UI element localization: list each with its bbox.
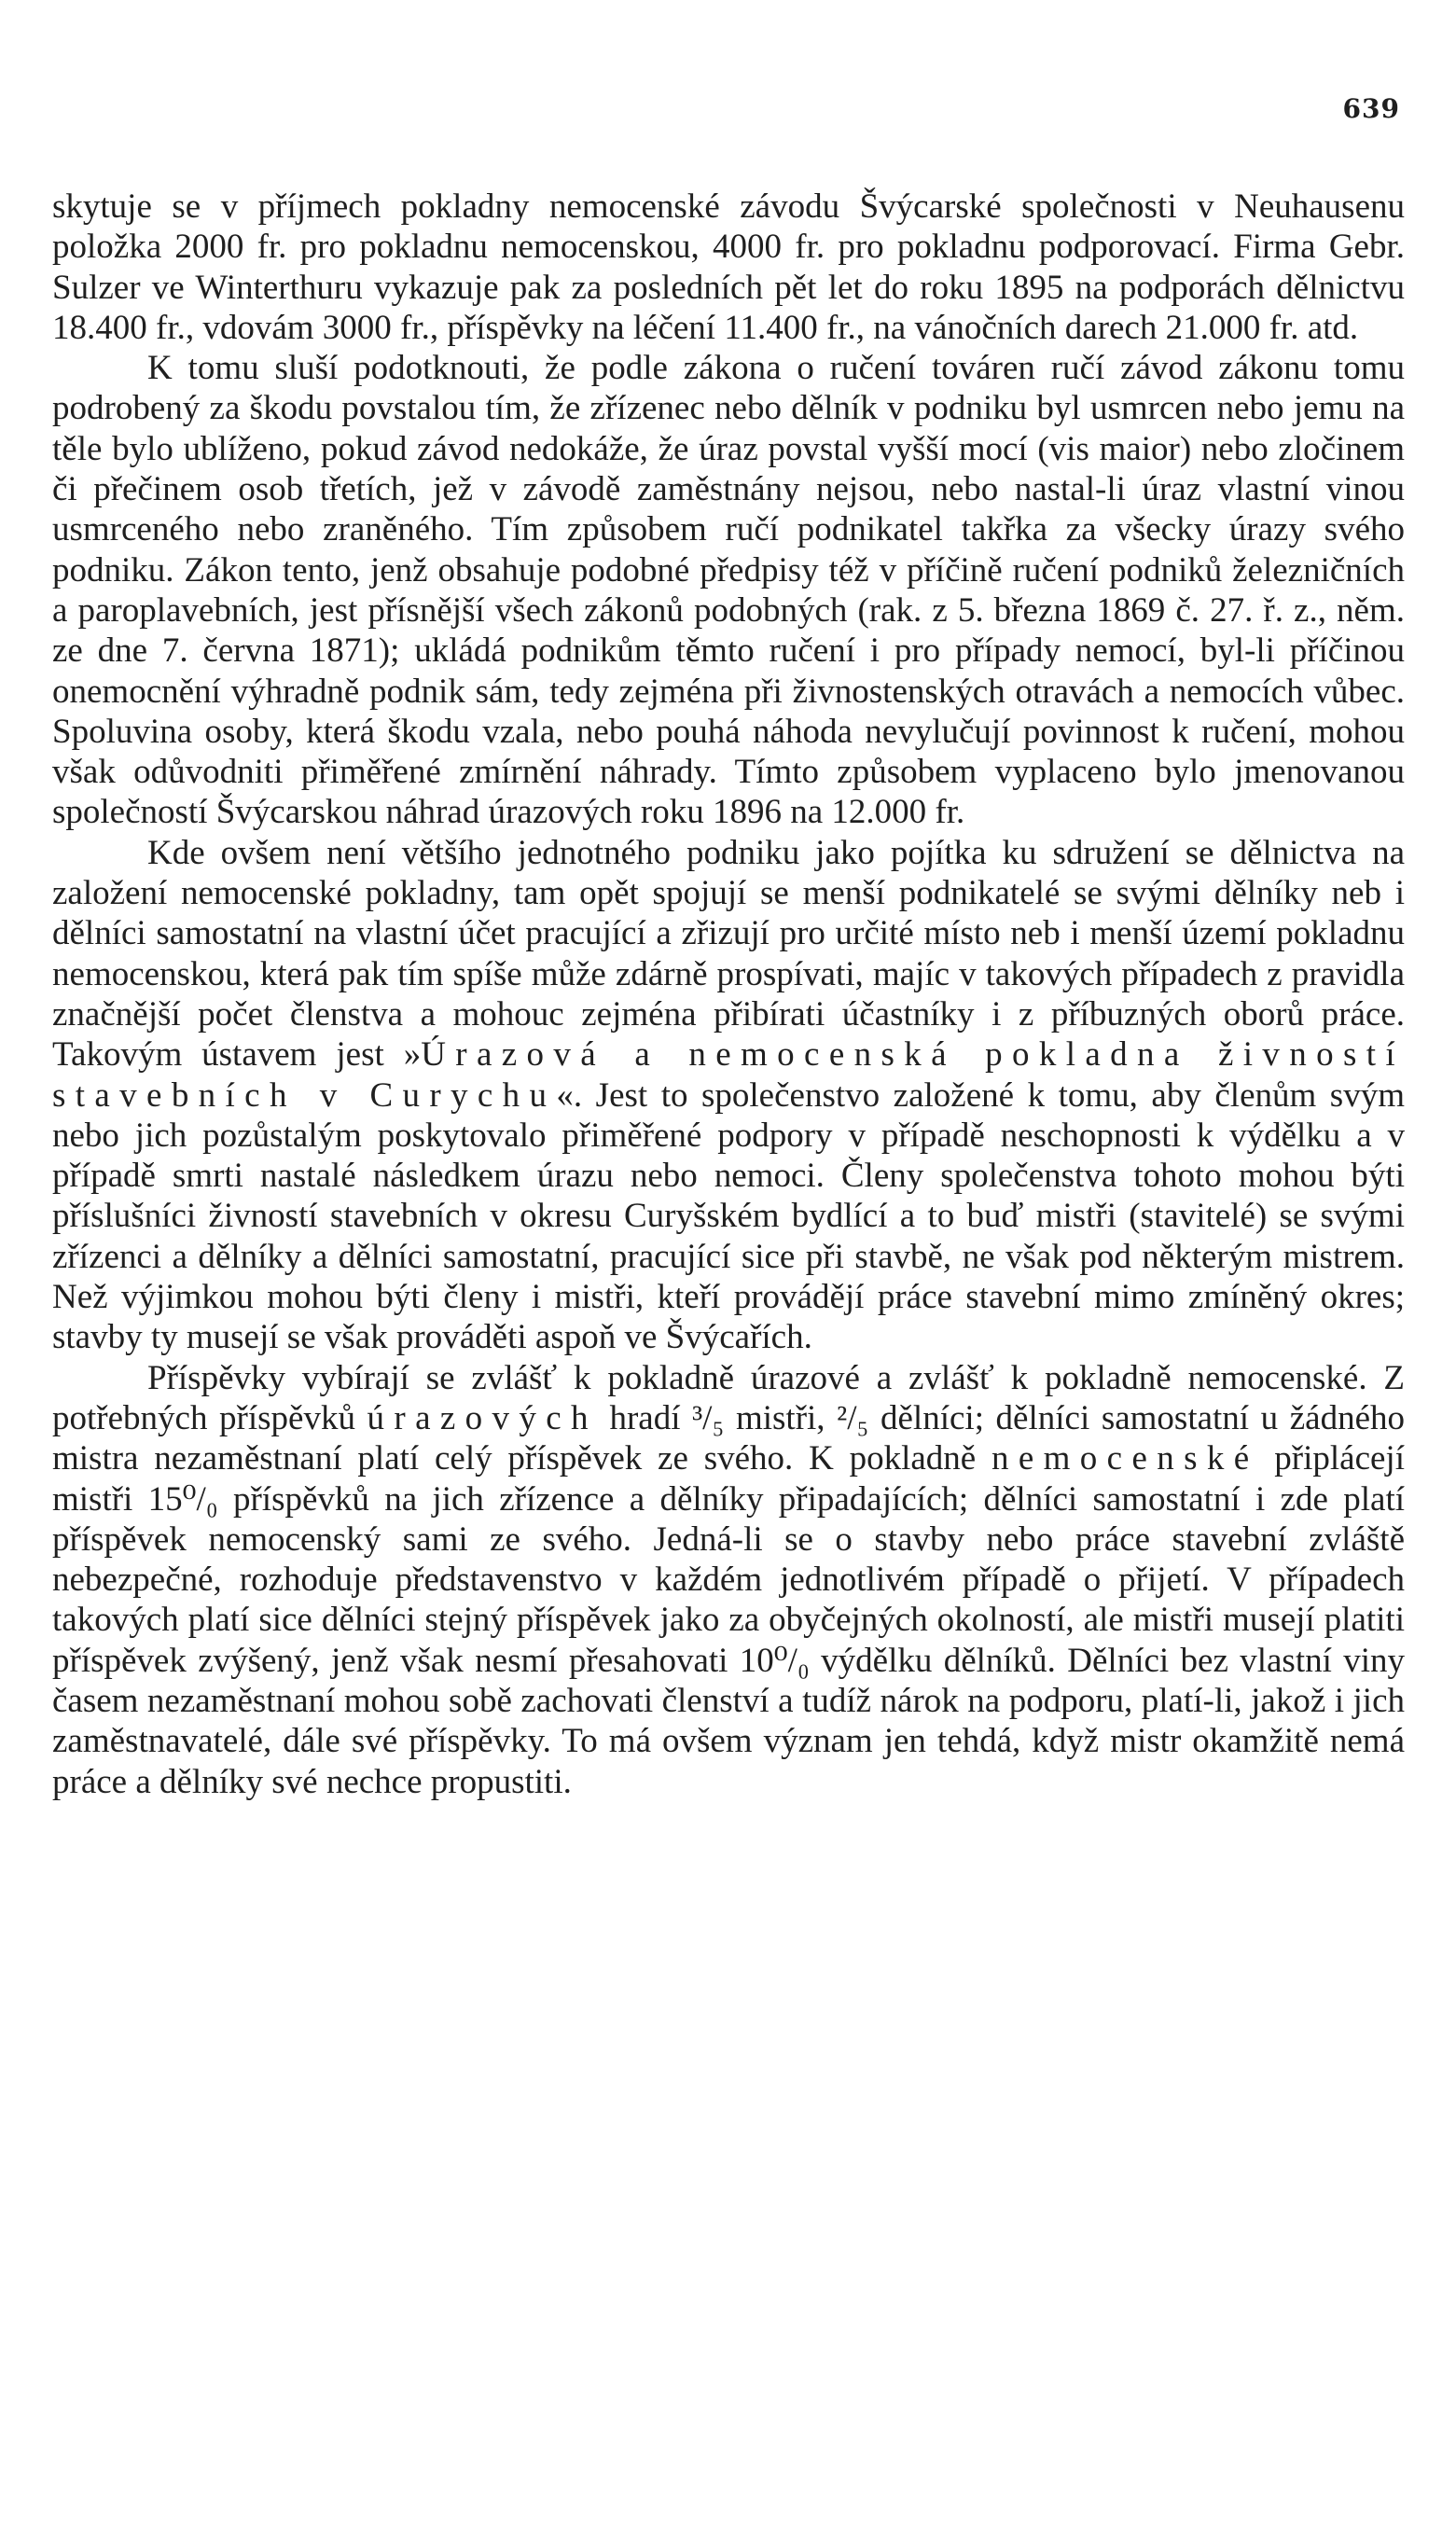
fraction-two-fifths: ²/₅ (837, 1398, 869, 1437)
document-body (52, 187, 1405, 1802)
fraction-three-fifths: ³/₅ (692, 1398, 725, 1437)
paragraph-3-text-before: Kde ovšem není většího jednotného podniku jako pojítka ku sdružení se dělnictva na založení nemocenské pokladny, tam opět spojují se menší podnikatelé se svými dělníky neb i dělníci samostatní na vlastní účet pracující a zřizují pro určité místo neb i menší území pokladnu nemocenskou, která pak tím spíše může zdárně prospívati, majíc v takových případech z pravidla značnější počet členstva a mohouc zejména přibírati účastníky i z příbuzných oborů práce. Takovým ústavem jest » (52, 833, 1405, 1075)
paragraph-4-part-4: dělníci; dělníci samostatní u žádného mistra nezaměstnaní platí celý příspěvek ze svého. K pokladně (52, 1398, 1406, 1478)
paragraph-4-part-2: hradí (597, 1398, 693, 1437)
institution-name-spaced: Úrazová a nemocenská pokladna živností stavebních v Curychu (52, 1035, 1405, 1115)
emphasis-nemocenske: nemocenské (991, 1439, 1259, 1478)
emphasis-urazovych: úrazových (367, 1398, 598, 1437)
percent-ten: 10⁰/₀ (739, 1641, 810, 1680)
paragraph-4 (52, 1358, 1405, 1802)
paragraph-4-part-3: mistři, (724, 1398, 838, 1437)
paragraph-2: K tomu sluší podotknouti, že podle zákona o ručení továren ručí závod zákonu tomu podrobený za škodu povstalou tím, že zřízenec nebo dělník v podniku byl usmrcen nebo jemu na těle bylo ublíženo, pokud závod nedokáže, že úraz povstal vyšší mocí (vis maior) nebo zločinem či přečinem osob třetích, jež v závodě zaměstnány nejsou, nebo nastal-li úraz vlastní vinou usmrceného nebo zraněného. Tím způsobem ručí podnikatel takřka za všecky úrazy svého podniku. Zákon tento, jenž obsahuje podobné předpisy též v příčině ručení podniků železničních a paroplavebních, jest přísnější všech zákonů podobných (rak. z 5. března 1869 č. 27. ř. z., něm. ze dne 7. června 1871); ukládá podnikům těmto ručení i pro případy nemocí, byl-li příčinou onemocnění výhradně podnik sám, tedy zejména při živnostenských otravách a nemocích vůbec. Spoluvina osoby, která škodu vzala, nebo pouhá náhoda nevylučují povinnost k ručení, mohou však odůvodniti přiměřené zmírnění náhrady. Tímto způsobem vyplaceno bylo jmenovanou společností Švýcarskou náhrad úrazových roku 1896 na 12.000 fr. (52, 349, 1405, 832)
paragraph-4-part-1: Příspěvky vybírají se zvlášť k pokladně úrazové a zvlášť k pokladně nemocenské. Z potřebných příspěvků (52, 1358, 1405, 1437)
paragraph-4-part-6: příspěvků na jich zřízence a dělníky připadajících; dělníci samostatní i zde platí příspěvek nemocenský sami ze svého. Jedná-li se o stavby nebo práce stavební zvláště nebezpečné, rozhoduje představenstvo v každém jednotlivém případě o přijetí. V případech takových platí sice dělníci stejný příspěvek jako za obyčejných okolností, ale mistři musejí platiti příspěvek zvýšený, jenž však nesmí přesahovati (52, 1479, 1406, 1680)
page-number: 639 (1342, 93, 1400, 124)
paragraph-4-part-7: výdělku dělníků. Dělníci bez vlastní viny časem nezaměstnaní mohou sobě zachovati členství a tudíž nárok na podporu, platí-li, jakož i jich zaměstnavatelé, dále své příspěvky. To má ovšem význam jen tehdá, když mistr okamžitě nemá práce a dělníky své nechce propustiti. (52, 1641, 1406, 1801)
paragraph-3 (52, 833, 1405, 1358)
paragraph-4-part-5: připlácejí mistři (52, 1439, 1405, 1519)
paragraph-1: skytuje se v příjmech pokladny nemocenské závodu Švýcarské společnosti v Neuhausenu položka 2000 fr. pro pokladnu nemocenskou, 4000 fr. pro pokladnu podporovací. Firma Gebr. Sulzer ve Winterthuru vykazuje pak za posledních pět let do roku 1895 na podporách dělnictvu 18.400 fr., vdovám 3000 fr., příspěvky na léčení 11.400 fr., na vánočních darech 21.000 fr. atd. (52, 187, 1405, 347)
paragraph-3-text-after: «. Jest to společenstvo založené k tomu, aby členům svým nebo jich pozůstalým poskytovalo přiměřené podpory v případě neschopnosti k výdělku a v případě smrti nastalé následkem úrazu nebo nemoci. Členy společenstva tohoto mohou býti příslušníci živností stavebních v okresu Curyšském bydlící a to buď mistři (stavitelé) se svými zřízenci a dělníky a dělníci samostatní, pracující sice při stavbě, ne však pod některým mistrem. Než výjimkou mohou býti členy i mistři, kteří provádějí práce stavební mimo zmíněný okres; stavby ty musejí se však prováděti aspoň ve Švýcařích. (52, 1075, 1405, 1357)
percent-fifteen: 15⁰/₀ (147, 1479, 218, 1519)
